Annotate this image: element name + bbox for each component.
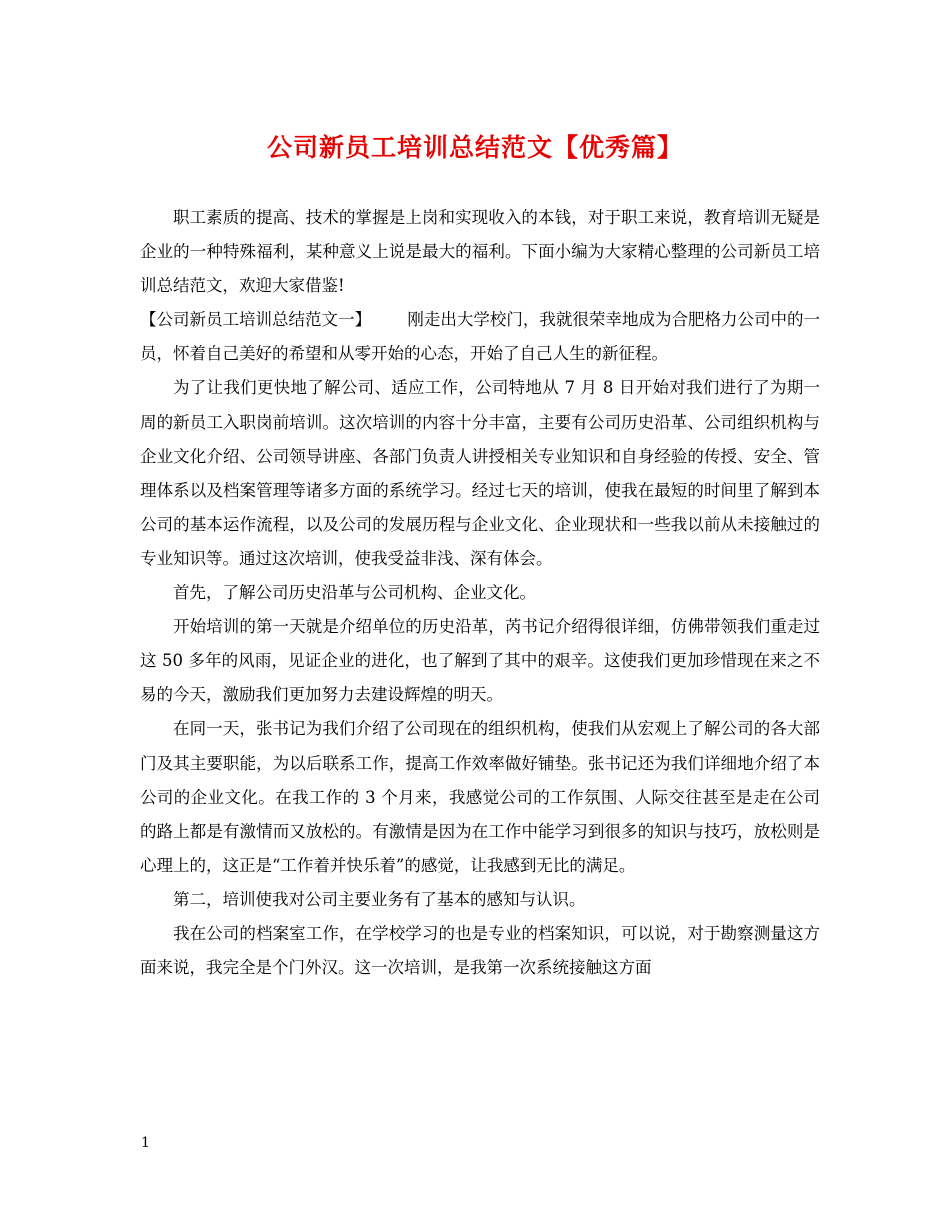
paragraph-history	[140, 610, 820, 712]
paragraph-text: 为了让我们更快地了解公司、适应工作，公司特地从 7 月 8 日开始对我们进行了为期一周的新员工入职岗前培训。这次培训的内容十分丰富，主要有公司历史沿革、公司组织机构与企业文化介绍、公司领导讲座、各部门负责人讲授相关专业知识和自身经验的传授、安全、管理体系以及档案管理等诸多方面的系统学习。经过七天的培训，使我在最短的时间里了解到本公司的基本运作流程，以及公司的发展历程与企业文化、企业现状和一些我以前从未接触过的专业知识等。通过这次培训，使我受益非浅、深有体会。	[140, 378, 820, 568]
paragraph-text: 开始培训的第一天就是介绍单位的历史沿革，芮书记介绍得很详细，仿佛带领我们重走过这 50 多年的风雨，见证企业的进化，也了解到了其中的艰辛。这使我们更加珍惜现在来之不易的今天，激励我们更加努力去建设辉煌的明天。	[140, 617, 820, 705]
document-title: 公司新员工培训总结范文【优秀篇】	[266, 133, 683, 162]
paragraph-text: 在同一天，张书记为我们介绍了公司现在的组织机构，使我们从宏观上了解公司的各大部门及其主要职能，为以后联系工作，提高工作效率做好铺垫。张书记还为我们详细地介绍了本公司的企业文化。在我工作的 3 个月来，我感觉公司的工作氛围、人际交往甚至是走在公司的路上都是有激情而又放松的。有激情是因为在工作中能学习到很多的知识与技巧，放松则是心理上的，这正是“工作着并快乐着”的感觉，让我感到无比的满足。	[140, 719, 820, 875]
paragraph-training-overview	[140, 371, 820, 576]
paragraph-intro	[140, 201, 820, 303]
page-number: 1	[141, 1135, 150, 1151]
document-body	[140, 201, 820, 985]
paragraph-first-point	[140, 576, 820, 610]
paragraph-section-one	[140, 303, 820, 371]
paragraph-text: 刚走出大学校门，我就很荣幸地成为合肥格力公司中的一员，怀着自己美好的希望和从零开始的心态，开始了自己人生的新征程。	[140, 310, 821, 364]
paragraph-archive-work	[140, 917, 820, 985]
paragraph-text: 第二，培训使我对公司主要业务有了基本的感知与认识。	[173, 889, 586, 909]
paragraph-text: 我在公司的档案室工作，在学校学习的也是专业的档案知识，可以说，对于勘察测量这方面来说，我完全是个门外汉。这一次培训，是我第一次系统接触这方面	[140, 923, 820, 978]
paragraph-text: 首先，了解公司历史沿革与公司机构、企业文化。	[173, 583, 536, 603]
paragraph-text: 职工素质的提高、技术的掌握是上岗和实现收入的本钱，对于职工来说，教育培训无疑是企业的一种特殊福利，某种意义上说是最大的福利。下面小编为大家精心整理的公司新员工培训总结范文，欢迎大家借鉴!	[140, 208, 820, 296]
paragraph-second-point	[140, 883, 820, 917]
section-heading: 【公司新员工培训总结范文一】	[140, 310, 372, 330]
paragraph-culture	[140, 712, 820, 882]
